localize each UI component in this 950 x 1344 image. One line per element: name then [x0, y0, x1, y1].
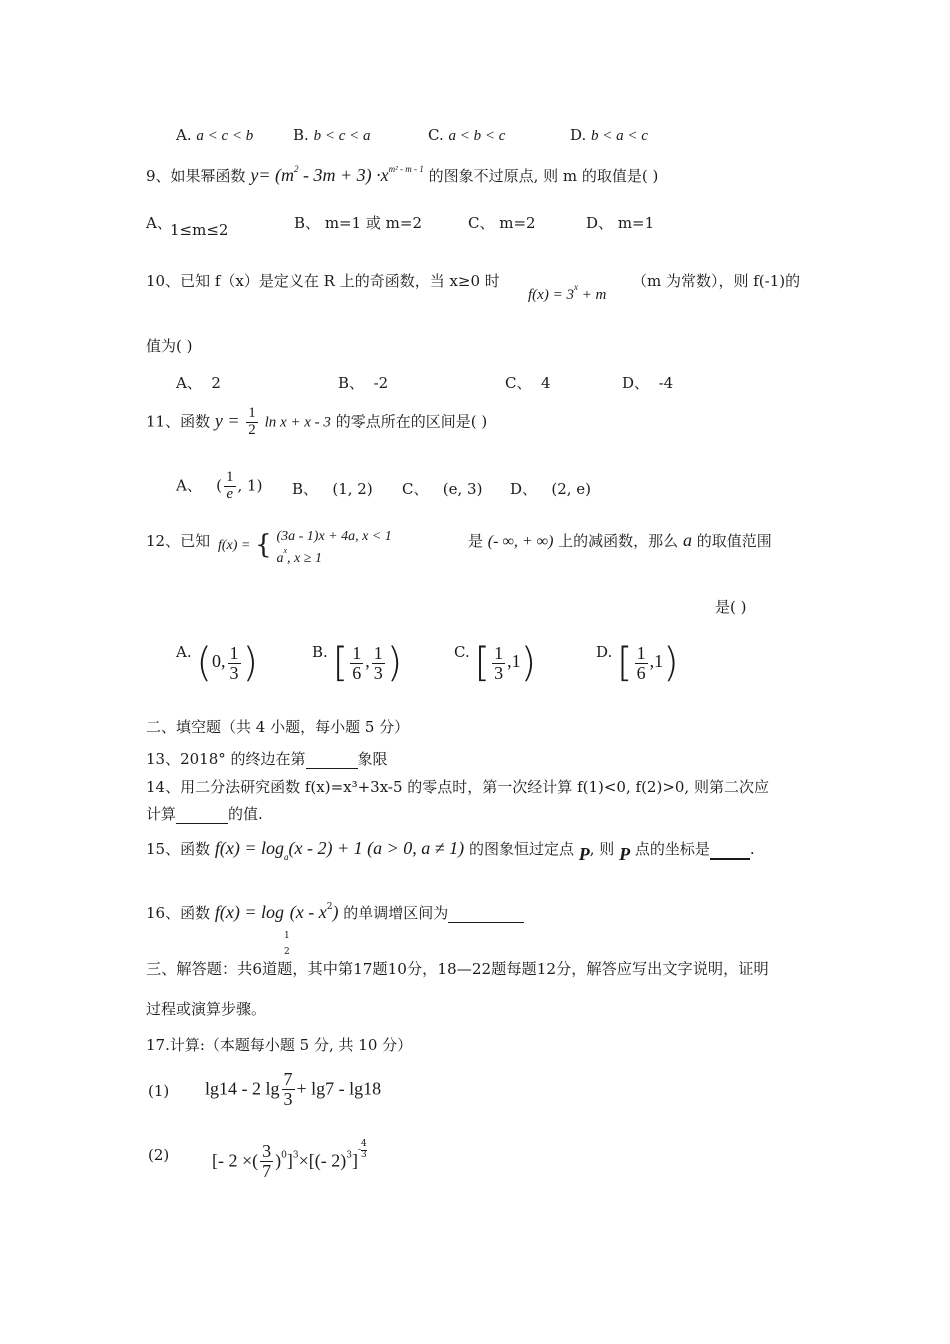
- section2-title: 二、填空题（共 4 小题，每小题 5 分）: [146, 718, 410, 736]
- q14-stem-line1: 14、用二分法研究函数 f(x)=x³+3x-5 的零点时，第一次经计算 f(1)<0, f(2)>0, 则第二次应: [146, 778, 769, 796]
- q9-option-a-text: 1≤m≤2: [170, 221, 229, 239]
- q14-blank[interactable]: [176, 805, 228, 824]
- q11-option-d: D、 (2, e): [510, 480, 592, 498]
- q10-formula: $f(x) = 3^x + m$: [528, 282, 607, 303]
- q17-part1-expr: lg14 - 2 lg $\frac{7}{3}$ + lg7 - lg18: [205, 1069, 382, 1109]
- q12-option-a: A. (0, $\frac{1}{3}$ ): [176, 640, 259, 686]
- q10-option-c: C、 4: [505, 374, 551, 392]
- q8-option-a: A. a < c < b: [176, 126, 254, 144]
- q10-option-a: A、 2: [176, 374, 221, 392]
- q13-stem: 13、2018° 的终边在第 象限: [146, 750, 388, 768]
- q17-part2-label: (2): [148, 1146, 170, 1164]
- q9-option-b: B、 m=1 或 m=2: [294, 214, 423, 232]
- q10-option-d: D、 -4: [622, 374, 674, 392]
- q11-option-b: B、 (1, 2): [292, 480, 373, 498]
- q8-option-c: C. a < b < c: [428, 126, 506, 144]
- q10-stem-suffix: （m 为常数），则 f(-1)的: [632, 272, 801, 290]
- q15-stem: 15、函数 $f(x) = \log_a(x - 2) + 1$ (a > 0, a ≠ 1) 的图象恒过定点 P, 则 P 点的坐标是 .: [146, 838, 755, 864]
- q8-option-b: B. b < c < a: [293, 126, 371, 144]
- q12-option-c: C. [ $\frac{1}{3}$ ,1): [454, 640, 537, 686]
- q16-blank[interactable]: [448, 904, 524, 923]
- q11-option-c: C、 (e, 3): [402, 480, 483, 498]
- q10-option-b: B、 -2: [338, 374, 389, 392]
- q14-stem-line2: 计算 的值.: [146, 805, 263, 823]
- q12-stem-mid: 是 (- ∞, + ∞) 上的减函数，那么 a 的取值范围: [468, 530, 772, 550]
- q9-option-c: C、 m=2: [468, 214, 536, 232]
- q11-stem: 11、函数 y = $\frac{1}{2}$ ln x + x - 3 的零点所在的区间是( ): [146, 405, 488, 438]
- q12-option-d: D. [ $\frac{1}{6}$ ,1): [596, 640, 679, 686]
- q9-option-a: A、: [146, 214, 172, 232]
- q16-stem: 16、函数 f(x) = log 1 2 $(x - x^2)$ 的单调增区间为: [146, 902, 524, 958]
- q10-stem-line2: 值为( ): [146, 337, 193, 355]
- q10-stem: 10、已知 f（x）是定义在 R 上的奇函数，当 x≥0 时: [146, 272, 500, 290]
- section3-line2: 过程或演算步骤。: [146, 1000, 267, 1018]
- q17-part2-expr: [- 2 ×( $\frac{3}{7}$ )$^0$]$^3$×[(- 2)$^3$] - 4 3: [212, 1139, 367, 1181]
- q15-blank[interactable]: [710, 840, 750, 860]
- q17-part1-label: (1): [148, 1082, 170, 1100]
- q8-option-d: D. b < a < c: [570, 126, 648, 144]
- q11-option-a: A、 ( $\frac{1}{e}$ , 1): [176, 469, 263, 502]
- section3-line1: 三、解答题：共6道题，其中第17题10分，18—22题每题12分，解答应写出文字说明，证明: [146, 960, 769, 978]
- q9-stem: 9、如果幂函数 $y= (m^2 - 3m + 3) \cdot x^{m^2 - m - 1}$ 的图象不过原点, 则 m 的取值是( ): [146, 164, 659, 185]
- q11-fraction: $\frac{1}{2}$: [248, 405, 256, 438]
- q12-piecewise: f(x) = { (3a - 1)x + 4a, x < 1 $a^x$, x ≥ 1: [218, 529, 392, 566]
- q17-title: 17.计算:（本题每小题 5 分, 共 10 分）: [146, 1036, 413, 1054]
- q13-blank[interactable]: [306, 750, 358, 769]
- q12-stem-line2: 是( ): [715, 598, 747, 616]
- q9-option-d: D、 m=1: [586, 214, 655, 232]
- q12-stem: 12、已知: [146, 532, 211, 550]
- q12-option-b: B. [ $\frac{1}{6}$ , $\frac{1}{3}$ ): [312, 640, 403, 686]
